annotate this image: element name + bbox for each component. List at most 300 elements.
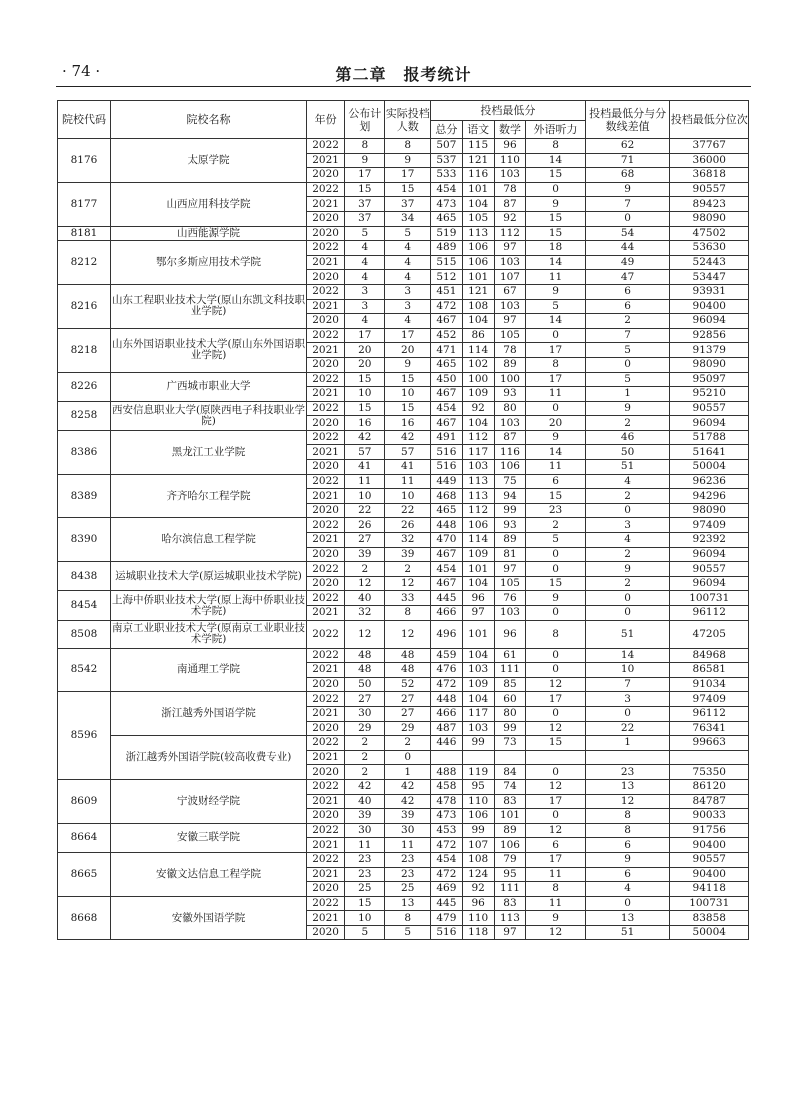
year-cell: 2020: [307, 547, 345, 562]
chinese-cell: 117: [462, 706, 494, 721]
diff-cell: 13: [585, 911, 670, 926]
plan-cell: 15: [345, 372, 385, 387]
chinese-cell: 102: [462, 357, 494, 372]
school-code-cell: 8664: [58, 823, 111, 852]
rank-cell: 96094: [670, 547, 749, 562]
listening-cell: 11: [526, 867, 585, 882]
math-cell: 111: [494, 882, 526, 897]
plan-cell: 12: [345, 576, 385, 591]
listening-cell: 15: [526, 211, 585, 226]
chinese-cell: 114: [462, 533, 494, 548]
total-cell: 467: [431, 416, 463, 431]
year-cell: 2020: [307, 460, 345, 475]
table-row: [58, 692, 749, 707]
listening-cell: 9: [526, 591, 585, 606]
listening-cell: 8: [526, 357, 585, 372]
math-cell: 96: [494, 620, 526, 648]
math-cell: 78: [494, 343, 526, 358]
chinese-cell: 101: [462, 620, 494, 648]
chinese-cell: 106: [462, 518, 494, 533]
admitted-cell: 25: [385, 882, 431, 897]
total-cell: 507: [431, 139, 463, 154]
table-row: [58, 430, 749, 445]
school-code-cell: 8181: [58, 226, 111, 241]
chinese-cell: 108: [462, 852, 494, 867]
listening-cell: 9: [526, 284, 585, 299]
year-cell: 2022: [307, 896, 345, 911]
admitted-cell: 42: [385, 430, 431, 445]
chinese-cell: 121: [462, 153, 494, 168]
rank-cell: 96094: [670, 416, 749, 431]
plan-cell: 3: [345, 284, 385, 299]
school-code-cell: 8542: [58, 648, 111, 692]
rank-cell: 75350: [670, 765, 749, 780]
math-cell: 92: [494, 211, 526, 226]
school-name-cell: 太原学院: [110, 139, 306, 183]
plan-cell: 37: [345, 197, 385, 212]
table-row: [58, 474, 749, 489]
year-cell: 2021: [307, 445, 345, 460]
year-cell: 2020: [307, 314, 345, 329]
admitted-cell: 11: [385, 838, 431, 853]
school-code-cell: 8176: [58, 139, 111, 183]
admitted-cell: 17: [385, 328, 431, 343]
total-cell: 472: [431, 838, 463, 853]
total-cell: 473: [431, 197, 463, 212]
diff-cell: 44: [585, 241, 670, 256]
math-cell: 97: [494, 925, 526, 940]
diff-cell: 13: [585, 779, 670, 794]
table-row: [58, 648, 749, 663]
listening-cell: 9: [526, 911, 585, 926]
chinese-cell: 121: [462, 284, 494, 299]
rank-cell: 96094: [670, 314, 749, 329]
listening-cell: 17: [526, 692, 585, 707]
year-cell: 2021: [307, 911, 345, 926]
plan-cell: 11: [345, 838, 385, 853]
admitted-cell: 42: [385, 794, 431, 809]
total-cell: 488: [431, 765, 463, 780]
rank-cell: 92856: [670, 328, 749, 343]
listening-cell: 2: [526, 518, 585, 533]
school-name-cell: 安徽外国语学院: [110, 896, 306, 940]
admitted-cell: 3: [385, 299, 431, 314]
total-cell: 491: [431, 430, 463, 445]
table-row: [58, 852, 749, 867]
admitted-cell: 33: [385, 591, 431, 606]
math-cell: 87: [494, 430, 526, 445]
admitted-cell: 0: [385, 750, 431, 765]
chinese-cell: 108: [462, 299, 494, 314]
total-cell: 454: [431, 182, 463, 197]
plan-cell: 17: [345, 168, 385, 183]
admitted-cell: 5: [385, 226, 431, 241]
year-cell: 2020: [307, 765, 345, 780]
plan-cell: 2: [345, 736, 385, 751]
col-listening: 外语听力: [526, 121, 585, 139]
rank-cell: 50004: [670, 460, 749, 475]
listening-cell: 5: [526, 533, 585, 548]
school-code-cell: 8508: [58, 620, 111, 648]
listening-cell: 11: [526, 896, 585, 911]
admitted-cell: 8: [385, 911, 431, 926]
math-cell: 101: [494, 809, 526, 824]
plan-cell: 27: [345, 533, 385, 548]
listening-cell: [526, 750, 585, 765]
year-cell: 2021: [307, 343, 345, 358]
math-cell: 76: [494, 591, 526, 606]
year-cell: 2022: [307, 328, 345, 343]
math-cell: 106: [494, 460, 526, 475]
admitted-cell: 8: [385, 139, 431, 154]
admitted-cell: 34: [385, 211, 431, 226]
math-cell: 74: [494, 779, 526, 794]
math-cell: 99: [494, 721, 526, 736]
total-cell: 445: [431, 896, 463, 911]
diff-cell: 0: [585, 591, 670, 606]
listening-cell: 12: [526, 721, 585, 736]
plan-cell: 42: [345, 430, 385, 445]
chinese-cell: 115: [462, 139, 494, 154]
chinese-cell: 113: [462, 489, 494, 504]
admitted-cell: 10: [385, 387, 431, 402]
diff-cell: 3: [585, 692, 670, 707]
diff-cell: 3: [585, 518, 670, 533]
school-code-cell: 8216: [58, 284, 111, 328]
rank-cell: 53630: [670, 241, 749, 256]
plan-cell: 4: [345, 241, 385, 256]
diff-cell: 12: [585, 794, 670, 809]
listening-cell: 17: [526, 852, 585, 867]
rank-cell: 96112: [670, 606, 749, 621]
plan-cell: 4: [345, 270, 385, 285]
year-cell: 2020: [307, 211, 345, 226]
listening-cell: 17: [526, 794, 585, 809]
table-row: [58, 372, 749, 387]
listening-cell: 17: [526, 343, 585, 358]
rank-cell: 83858: [670, 911, 749, 926]
year-cell: 2020: [307, 882, 345, 897]
year-cell: 2022: [307, 139, 345, 154]
diff-cell: 0: [585, 357, 670, 372]
listening-cell: 23: [526, 503, 585, 518]
chinese-cell: 104: [462, 576, 494, 591]
school-code-cell: 8596: [58, 692, 111, 780]
math-cell: 97: [494, 314, 526, 329]
admitted-cell: 12: [385, 576, 431, 591]
chinese-cell: 96: [462, 591, 494, 606]
math-cell: 83: [494, 896, 526, 911]
school-name-cell: 南京工业职业技术大学(原南京工业职业技术学院): [110, 620, 306, 648]
chinese-cell: 118: [462, 925, 494, 940]
math-cell: 99: [494, 503, 526, 518]
plan-cell: 42: [345, 779, 385, 794]
diff-cell: 4: [585, 882, 670, 897]
school-code-cell: 8177: [58, 182, 111, 226]
diff-cell: 2: [585, 489, 670, 504]
rank-cell: 86120: [670, 779, 749, 794]
total-cell: 454: [431, 401, 463, 416]
listening-cell: 0: [526, 562, 585, 577]
year-cell: 2021: [307, 663, 345, 678]
table-row: [58, 328, 749, 343]
listening-cell: 14: [526, 153, 585, 168]
school-code-cell: 8226: [58, 372, 111, 401]
plan-cell: 23: [345, 867, 385, 882]
math-cell: 103: [494, 299, 526, 314]
rank-cell: [670, 750, 749, 765]
chinese-cell: 117: [462, 445, 494, 460]
total-cell: 467: [431, 314, 463, 329]
total-cell: 468: [431, 489, 463, 504]
listening-cell: 12: [526, 925, 585, 940]
math-cell: 73: [494, 736, 526, 751]
school-name-cell: 广西城市职业大学: [110, 372, 306, 401]
table-row: [58, 226, 749, 241]
listening-cell: 0: [526, 547, 585, 562]
year-cell: 2022: [307, 518, 345, 533]
total-cell: 453: [431, 823, 463, 838]
admitted-cell: 4: [385, 255, 431, 270]
diff-cell: 9: [585, 562, 670, 577]
chinese-cell: 104: [462, 314, 494, 329]
chinese-cell: 112: [462, 503, 494, 518]
listening-cell: 6: [526, 474, 585, 489]
year-cell: 2020: [307, 357, 345, 372]
listening-cell: 11: [526, 387, 585, 402]
admitted-cell: 57: [385, 445, 431, 460]
chinese-cell: 113: [462, 474, 494, 489]
diff-cell: 6: [585, 867, 670, 882]
admitted-cell: 4: [385, 270, 431, 285]
plan-cell: 5: [345, 226, 385, 241]
diff-cell: 9: [585, 182, 670, 197]
chinese-cell: 110: [462, 794, 494, 809]
total-cell: 465: [431, 357, 463, 372]
admitted-cell: 15: [385, 182, 431, 197]
diff-cell: 5: [585, 343, 670, 358]
math-cell: 80: [494, 401, 526, 416]
col-admitted: 实际投档人数: [385, 101, 431, 139]
header-rule: [56, 86, 751, 87]
admitted-cell: 8: [385, 606, 431, 621]
math-cell: 85: [494, 677, 526, 692]
year-cell: 2021: [307, 197, 345, 212]
school-code-cell: 8258: [58, 401, 111, 430]
year-cell: 2021: [307, 489, 345, 504]
listening-cell: 8: [526, 139, 585, 154]
table-row: [58, 284, 749, 299]
rank-cell: 99663: [670, 736, 749, 751]
admitted-cell: 5: [385, 925, 431, 940]
plan-cell: 37: [345, 211, 385, 226]
admitted-cell: 13: [385, 896, 431, 911]
rank-cell: 50004: [670, 925, 749, 940]
listening-cell: 12: [526, 677, 585, 692]
listening-cell: 15: [526, 736, 585, 751]
rank-cell: 52443: [670, 255, 749, 270]
table-body: [58, 139, 749, 940]
listening-cell: 14: [526, 445, 585, 460]
rank-cell: 95097: [670, 372, 749, 387]
chinese-cell: 92: [462, 882, 494, 897]
total-cell: 459: [431, 648, 463, 663]
total-cell: 467: [431, 387, 463, 402]
total-cell: 479: [431, 911, 463, 926]
total-cell: 467: [431, 547, 463, 562]
rank-cell: 96112: [670, 706, 749, 721]
admitted-cell: 9: [385, 357, 431, 372]
year-cell: 2020: [307, 925, 345, 940]
plan-cell: 2: [345, 562, 385, 577]
col-rank: 投档最低分位次: [670, 101, 749, 139]
diff-cell: 6: [585, 284, 670, 299]
col-total: 总分: [431, 121, 463, 139]
school-name-cell: 山东工程职业技术大学(原山东凯文科技职业学院): [110, 284, 306, 328]
listening-cell: 17: [526, 372, 585, 387]
school-name-cell: 哈尔滨信息工程学院: [110, 518, 306, 562]
admitted-cell: 27: [385, 692, 431, 707]
total-cell: 519: [431, 226, 463, 241]
table-row: [58, 139, 749, 154]
math-cell: 80: [494, 706, 526, 721]
admitted-cell: 29: [385, 721, 431, 736]
diff-cell: 51: [585, 925, 670, 940]
rank-cell: 100731: [670, 896, 749, 911]
diff-cell: 0: [585, 706, 670, 721]
year-cell: 2022: [307, 430, 345, 445]
table-row: [58, 518, 749, 533]
page-header: [56, 52, 751, 86]
diff-cell: 10: [585, 663, 670, 678]
admitted-cell: 39: [385, 809, 431, 824]
admitted-cell: 4: [385, 241, 431, 256]
year-cell: 2022: [307, 474, 345, 489]
chinese-cell: 106: [462, 241, 494, 256]
year-cell: 2022: [307, 779, 345, 794]
school-name-cell: 浙江越秀外国语学院: [110, 692, 306, 736]
year-cell: 2022: [307, 591, 345, 606]
plan-cell: 15: [345, 896, 385, 911]
listening-cell: 9: [526, 197, 585, 212]
math-cell: 97: [494, 562, 526, 577]
chinese-cell: 99: [462, 823, 494, 838]
listening-cell: 14: [526, 255, 585, 270]
year-cell: 2021: [307, 867, 345, 882]
rank-cell: 47205: [670, 620, 749, 648]
math-cell: 97: [494, 241, 526, 256]
plan-cell: 26: [345, 518, 385, 533]
math-cell: 106: [494, 838, 526, 853]
plan-cell: 25: [345, 882, 385, 897]
math-cell: 96: [494, 139, 526, 154]
diff-cell: 68: [585, 168, 670, 183]
table-row: [58, 591, 749, 606]
total-cell: 489: [431, 241, 463, 256]
school-name-cell: 山西能源学院: [110, 226, 306, 241]
chinese-cell: 112: [462, 430, 494, 445]
chinese-cell: 124: [462, 867, 494, 882]
chinese-cell: 96: [462, 896, 494, 911]
year-cell: 2021: [307, 255, 345, 270]
math-cell: 94: [494, 489, 526, 504]
math-cell: 100: [494, 372, 526, 387]
listening-cell: 18: [526, 241, 585, 256]
math-cell: 111: [494, 663, 526, 678]
rank-cell: 84787: [670, 794, 749, 809]
plan-cell: 10: [345, 387, 385, 402]
year-cell: 2022: [307, 372, 345, 387]
total-cell: 478: [431, 794, 463, 809]
diff-cell: 1: [585, 387, 670, 402]
chinese-cell: 95: [462, 779, 494, 794]
rank-cell: 51641: [670, 445, 749, 460]
col-code: 院校代码: [58, 101, 111, 139]
listening-cell: 0: [526, 182, 585, 197]
diff-cell: 2: [585, 576, 670, 591]
chinese-cell: 103: [462, 721, 494, 736]
rank-cell: 96236: [670, 474, 749, 489]
listening-cell: 0: [526, 809, 585, 824]
total-cell: 487: [431, 721, 463, 736]
school-name-cell: 安徽三联学院: [110, 823, 306, 852]
school-code-cell: 8212: [58, 241, 111, 285]
plan-cell: 2: [345, 750, 385, 765]
year-cell: 2020: [307, 168, 345, 183]
school-name-cell: 黑龙江工业学院: [110, 430, 306, 474]
listening-cell: 0: [526, 648, 585, 663]
diff-cell: 22: [585, 721, 670, 736]
listening-cell: 5: [526, 299, 585, 314]
col-min-group: 投档最低分: [431, 101, 586, 121]
school-name-cell: 上海中侨职业技术大学(原上海中侨职业技术学院): [110, 591, 306, 620]
school-code-cell: 8668: [58, 896, 111, 940]
total-cell: 465: [431, 211, 463, 226]
plan-cell: 16: [345, 416, 385, 431]
diff-cell: 0: [585, 503, 670, 518]
listening-cell: 6: [526, 838, 585, 853]
diff-cell: 47: [585, 270, 670, 285]
diff-cell: 51: [585, 460, 670, 475]
listening-cell: 15: [526, 226, 585, 241]
plan-cell: 2: [345, 765, 385, 780]
admitted-cell: 2: [385, 562, 431, 577]
admitted-cell: 30: [385, 823, 431, 838]
col-math: 数学: [494, 121, 526, 139]
school-code-cell: 8390: [58, 518, 111, 562]
school-name-cell: 运城职业技术大学(原运城职业技术学院): [110, 562, 306, 591]
plan-cell: 32: [345, 606, 385, 621]
math-cell: 103: [494, 255, 526, 270]
year-cell: 2022: [307, 401, 345, 416]
diff-cell: 9: [585, 852, 670, 867]
math-cell: 84: [494, 765, 526, 780]
school-code-cell: 8609: [58, 779, 111, 823]
chinese-cell: 101: [462, 562, 494, 577]
total-cell: 454: [431, 852, 463, 867]
col-chinese: 语文: [462, 121, 494, 139]
diff-cell: 7: [585, 197, 670, 212]
chinese-cell: 109: [462, 677, 494, 692]
rank-cell: 36000: [670, 153, 749, 168]
total-cell: 471: [431, 343, 463, 358]
year-cell: 2021: [307, 838, 345, 853]
listening-cell: 15: [526, 576, 585, 591]
total-cell: 516: [431, 445, 463, 460]
year-cell: 2021: [307, 794, 345, 809]
school-name-cell: 安徽文达信息工程学院: [110, 852, 306, 896]
plan-cell: 17: [345, 328, 385, 343]
